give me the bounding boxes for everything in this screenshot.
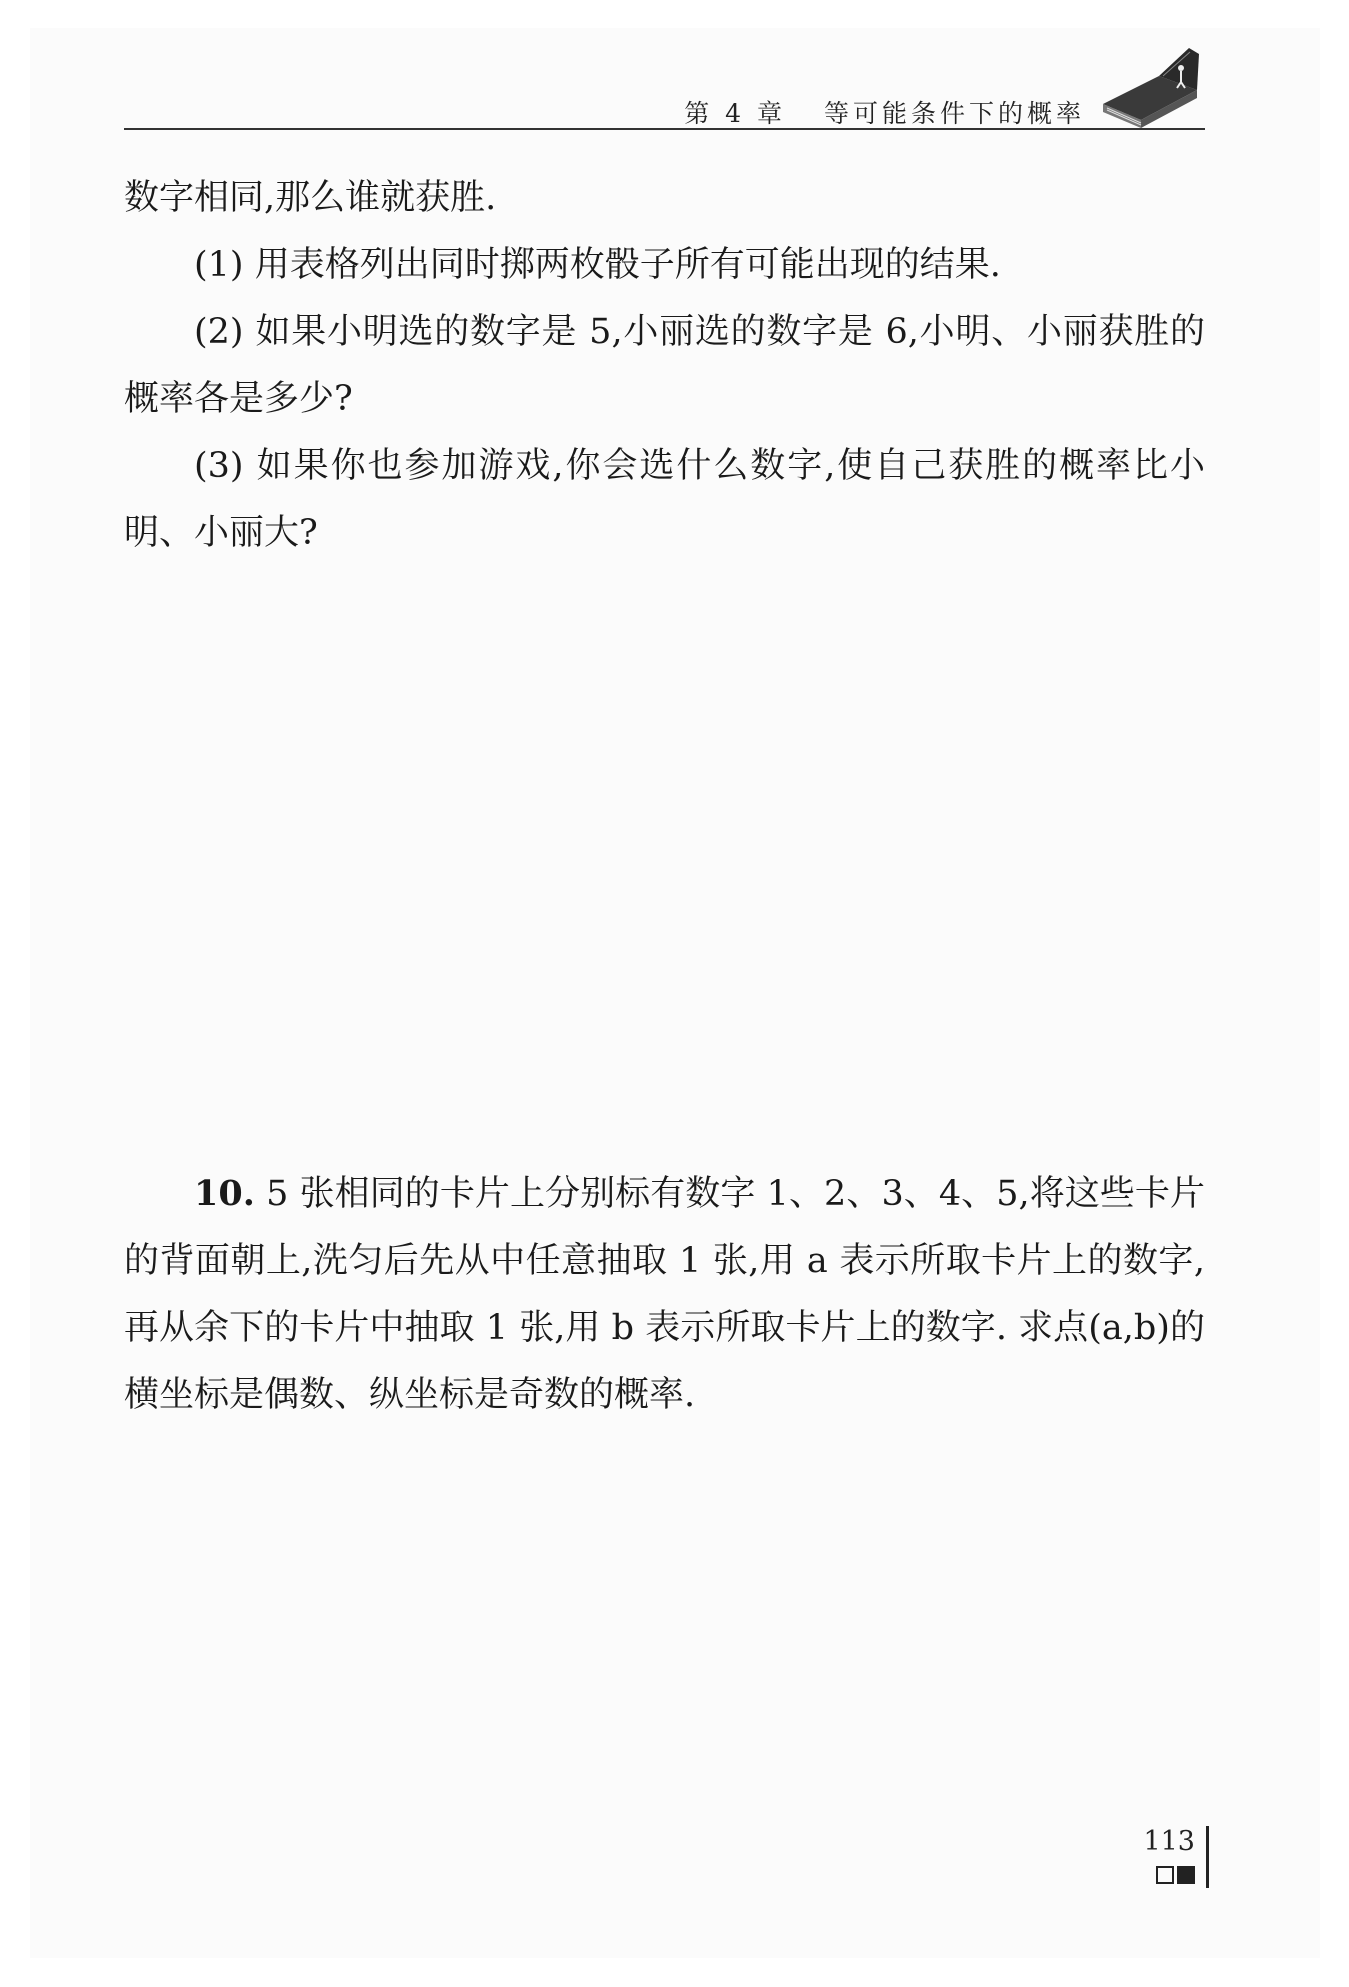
question-number: 10.	[194, 1173, 255, 1214]
footer-rule	[1206, 1826, 1209, 1888]
header-text	[684, 94, 1085, 130]
sub-question-3: (3) 如果你也参加游戏,你会选什么数字,使自己获胜的概率比小明、小丽大?	[124, 446, 1205, 553]
question-10-paragraph	[124, 1160, 1205, 1429]
book-with-figure-icon	[1097, 46, 1205, 130]
sub-question-1: (1) 用表格列出同时掷两枚骰子所有可能出现的结果.	[194, 245, 1001, 285]
page-number: 113	[1143, 1826, 1195, 1857]
sub-question-2: (2) 如果小明选的数字是 5,小丽选的数字是 6,小明、小丽获胜的概率各是多少?	[124, 312, 1205, 419]
header-chapter: 第 4 章	[684, 99, 787, 128]
question-10-text: 5 张相同的卡片上分别标有数字 1、2、3、4、5,将这些卡片的背面朝上,洗匀后先从中任意抽取 1 张,用 a 表示所取卡片上的数字,再从余下的卡片中抽取 1 张,用 b 表示所取卡片上的数字. 求点(a,b)的横坐标是偶数、纵坐标是奇数的概率.	[124, 1174, 1205, 1415]
header-rule	[124, 128, 1205, 130]
header-title: 等可能条件下的概率	[823, 99, 1085, 128]
problem-continuation	[124, 165, 1205, 567]
running-header	[124, 40, 1205, 130]
page-footer	[1129, 1826, 1209, 1888]
square-outline-icon	[1156, 1866, 1174, 1884]
continuation-line: 数字相同,那么谁就获胜.	[124, 178, 497, 218]
square-outline-and-filled-icon	[1156, 1866, 1195, 1884]
question-10	[124, 1160, 1205, 1429]
square-filled-icon	[1177, 1866, 1195, 1884]
